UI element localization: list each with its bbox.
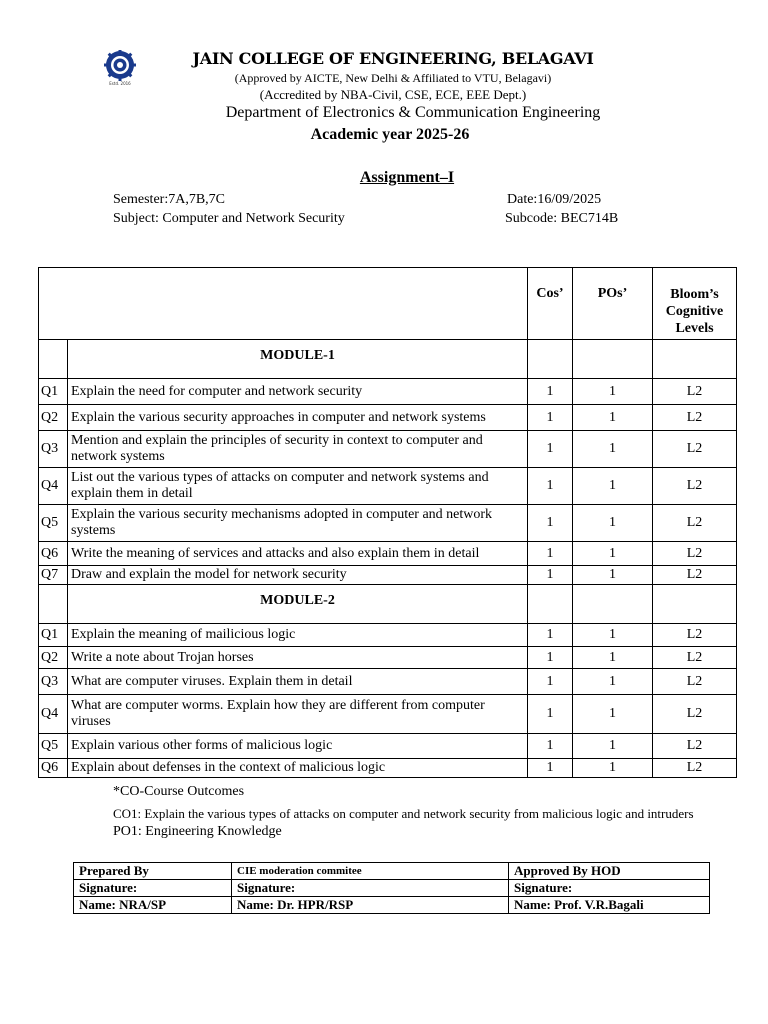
question-text: Mention and explain the principles of security in context to computer and network systems bbox=[68, 431, 528, 468]
co-note: *CO-Course Outcomes bbox=[113, 784, 245, 799]
question-text: Explain the various security approaches in computer and network systems bbox=[68, 405, 528, 431]
po-value: 1 bbox=[573, 405, 653, 431]
signature-table bbox=[73, 862, 710, 914]
approval-line: (Approved by AICTE, New Delhi & Affiliated to VTU, Belagavi) bbox=[234, 71, 552, 85]
question-text: Write the meaning of services and attacks and also explain them in detail bbox=[68, 542, 528, 566]
question-number: Q1 bbox=[39, 379, 68, 405]
co-value: 1 bbox=[528, 647, 573, 669]
co-value: 1 bbox=[528, 468, 573, 505]
table-row bbox=[39, 379, 737, 405]
question-text: Explain various other forms of malicious logic bbox=[68, 734, 528, 759]
co-value: 1 bbox=[528, 405, 573, 431]
semester: Semester:7A,7B,7C bbox=[113, 192, 225, 207]
blooms-level: L2 bbox=[653, 431, 737, 468]
question-number: Q1 bbox=[39, 624, 68, 647]
po-value: 1 bbox=[573, 669, 653, 695]
blooms-level: L2 bbox=[653, 468, 737, 505]
question-number: Q6 bbox=[39, 759, 68, 778]
blooms-header: Bloom’s Cognitive Levels bbox=[653, 268, 737, 340]
po-value: 1 bbox=[573, 431, 653, 468]
co-value: 1 bbox=[528, 566, 573, 585]
signature-label: Signature: bbox=[232, 880, 509, 897]
blooms-level: L2 bbox=[653, 647, 737, 669]
po-value: 1 bbox=[573, 468, 653, 505]
blooms-level: L2 bbox=[653, 405, 737, 431]
blooms-level: L2 bbox=[653, 542, 737, 566]
question-text: Write a note about Trojan horses bbox=[68, 647, 528, 669]
table-row bbox=[39, 431, 737, 468]
name-hod: Name: Prof. V.R.Bagali bbox=[509, 897, 710, 914]
blooms-level: L2 bbox=[653, 624, 737, 647]
blooms-level: L2 bbox=[653, 734, 737, 759]
table-row bbox=[39, 505, 737, 542]
accreditation-line: (Accredited by NBA-Civil, CSE, ECE, EEE Dept.) bbox=[259, 87, 527, 102]
po-value: 1 bbox=[573, 566, 653, 585]
table-row bbox=[39, 759, 737, 778]
academic-year: Academic year 2025-26 bbox=[310, 126, 470, 143]
questions-table bbox=[38, 267, 737, 778]
question-number: Q6 bbox=[39, 542, 68, 566]
question-text: What are computer worms. Explain how they are different from computer viruses bbox=[68, 695, 528, 734]
po-value: 1 bbox=[573, 734, 653, 759]
blooms-level: L2 bbox=[653, 379, 737, 405]
question-number: Q3 bbox=[39, 431, 68, 468]
po-value: 1 bbox=[573, 695, 653, 734]
question-number: Q4 bbox=[39, 695, 68, 734]
question-text: What are computer viruses. Explain them in detail bbox=[68, 669, 528, 695]
blooms-level: L2 bbox=[653, 669, 737, 695]
name-prepared: Name: NRA/SP bbox=[74, 897, 232, 914]
table-row bbox=[39, 542, 737, 566]
question-text: Explain the various security mechanisms adopted in computer and network systems bbox=[68, 505, 528, 542]
cos-header: Cos’ bbox=[528, 268, 573, 340]
table-row bbox=[39, 468, 737, 505]
table-row bbox=[39, 669, 737, 695]
approved-by-label: Approved By HOD bbox=[509, 863, 710, 880]
prepared-by-label: Prepared By bbox=[74, 863, 232, 880]
co-value: 1 bbox=[528, 379, 573, 405]
table-row bbox=[39, 624, 737, 647]
question-text: List out the various types of attacks on computer and network systems and explain them in detail bbox=[68, 468, 528, 505]
co-value: 1 bbox=[528, 624, 573, 647]
pos-header: POs’ bbox=[573, 268, 653, 340]
blooms-level: L2 bbox=[653, 566, 737, 585]
po-value: 1 bbox=[573, 505, 653, 542]
question-number: Q4 bbox=[39, 468, 68, 505]
svg-text:Estd. 2016: Estd. 2016 bbox=[109, 81, 131, 86]
question-number: Q2 bbox=[39, 405, 68, 431]
assignment-title: Assignment–I bbox=[359, 169, 455, 186]
question-text: Explain about defenses in the context of malicious logic bbox=[68, 759, 528, 778]
module-1-body bbox=[39, 379, 737, 585]
co-value: 1 bbox=[528, 505, 573, 542]
question-number: Q3 bbox=[39, 669, 68, 695]
module-row bbox=[39, 340, 737, 379]
module-2-title: MODULE-2 bbox=[68, 585, 528, 624]
po-value: 1 bbox=[573, 624, 653, 647]
co-value: 1 bbox=[528, 431, 573, 468]
question-number: Q5 bbox=[39, 734, 68, 759]
name-cie: Name: Dr. HPR/RSP bbox=[232, 897, 509, 914]
question-text: Draw and explain the model for network security bbox=[68, 566, 528, 585]
co-value: 1 bbox=[528, 542, 573, 566]
po-value: 1 bbox=[573, 647, 653, 669]
table-row bbox=[39, 566, 737, 585]
module-1-title: MODULE-1 bbox=[68, 340, 528, 379]
po-value: 1 bbox=[573, 379, 653, 405]
co-value: 1 bbox=[528, 759, 573, 778]
co-value: 1 bbox=[528, 734, 573, 759]
blooms-level: L2 bbox=[653, 505, 737, 542]
cie-label: CIE moderation commitee bbox=[232, 863, 509, 880]
co-value: 1 bbox=[528, 669, 573, 695]
question-number: Q5 bbox=[39, 505, 68, 542]
question-number: Q7 bbox=[39, 566, 68, 585]
question-text: Explain the meaning of mailicious logic bbox=[68, 624, 528, 647]
signature-label: Signature: bbox=[509, 880, 710, 897]
table-row bbox=[39, 405, 737, 431]
table-row bbox=[39, 647, 737, 669]
po1-statement: PO1: Engineering Knowledge bbox=[113, 824, 282, 839]
college-name: JAIN COLLEGE OF ENGINEERING, BELAGAVI bbox=[192, 49, 594, 68]
table-header-row bbox=[39, 268, 737, 340]
module-row bbox=[39, 585, 737, 624]
module-2-body bbox=[39, 624, 737, 778]
subcode: Subcode: BEC714B bbox=[505, 211, 619, 226]
signature-label: Signature: bbox=[74, 880, 232, 897]
po-value: 1 bbox=[573, 542, 653, 566]
table-row bbox=[39, 695, 737, 734]
blooms-level: L2 bbox=[653, 759, 737, 778]
subject: Subject: Computer and Network Security bbox=[113, 211, 345, 226]
table-row bbox=[39, 734, 737, 759]
question-number: Q2 bbox=[39, 647, 68, 669]
department-title: Department of Electronics & Communication Engineering bbox=[225, 104, 601, 121]
blooms-level: L2 bbox=[653, 695, 737, 734]
po-value: 1 bbox=[573, 759, 653, 778]
date: Date:16/09/2025 bbox=[507, 192, 602, 207]
co1-statement: CO1: Explain the various types of attacks on computer and network security from malicious logic and intruders bbox=[113, 806, 694, 821]
question-text: Explain the need for computer and network security bbox=[68, 379, 528, 405]
co-value: 1 bbox=[528, 695, 573, 734]
